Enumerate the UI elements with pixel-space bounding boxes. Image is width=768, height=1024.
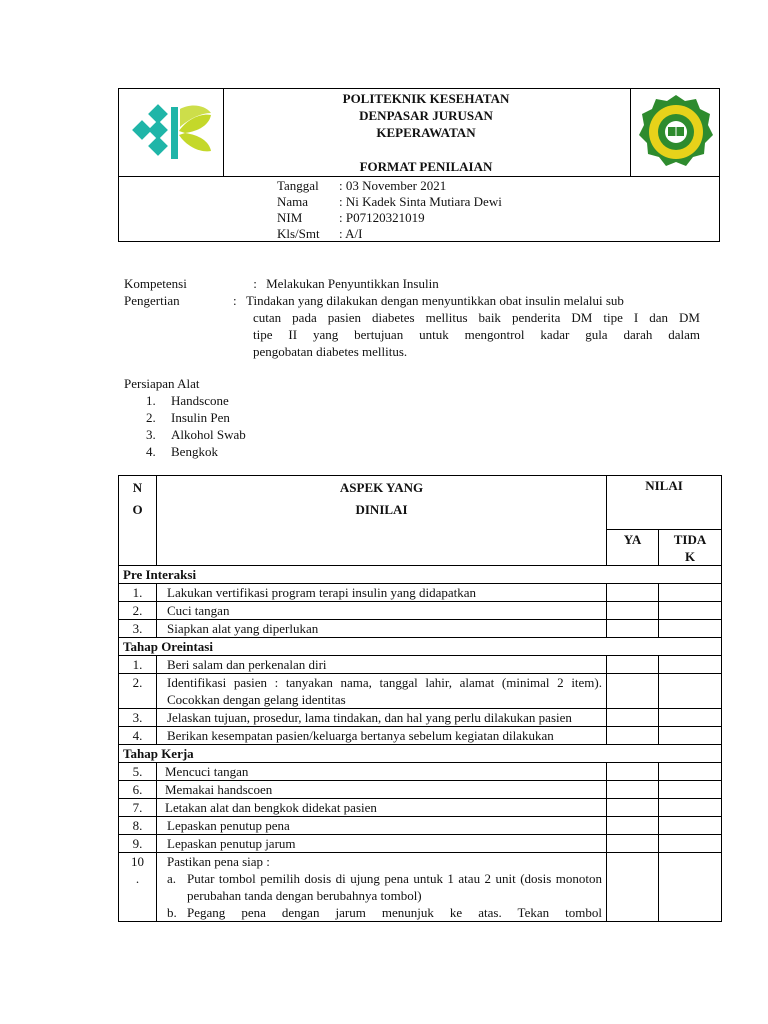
ya-cell[interactable]: [607, 656, 659, 674]
table-row: 1. Lakukan vertifikasi program terapi insulin yang didapatkan: [119, 584, 722, 602]
ya-cell[interactable]: [607, 799, 659, 817]
ya-cell[interactable]: [607, 817, 659, 835]
section-row: [119, 745, 722, 763]
info-row-tanggal: [277, 177, 502, 193]
ya-cell[interactable]: [607, 584, 659, 602]
tidak-cell[interactable]: [659, 602, 722, 620]
kompetensi-label: Kompetensi: [124, 276, 187, 291]
tidak-cell[interactable]: [659, 853, 722, 922]
tidak-cell[interactable]: [659, 656, 722, 674]
list-item: 4. Bengkok: [146, 444, 218, 459]
row10-no: 10 .: [119, 853, 157, 922]
section-pre-interaksi: Pre Interaksi: [119, 566, 722, 584]
tidak-cell[interactable]: [659, 727, 722, 745]
header-aspek: ASPEK YANG DINILAI: [157, 476, 607, 566]
info-value: : P07120321019: [339, 210, 425, 225]
persiapan-title: Persiapan Alat: [124, 376, 200, 391]
info-row-kls: [277, 225, 502, 241]
table-row: 3. Jelaskan tujuan, prosedur, lama tindakan, dan hal yang perlu dilakukan pasien: [119, 709, 722, 727]
section-row: [119, 638, 722, 656]
table-row: 4. Berikan kesempatan pasien/keluarga bertanya sebelum kegiatan dilakukan: [119, 727, 722, 745]
persiapan-list: [146, 392, 246, 460]
pengertian-line-2: cutan pada pasien diabetes mellitus baik penderita DM tipe I dan DM: [253, 310, 700, 325]
table-row: 9. Lepaskan penutup jarum: [119, 835, 722, 853]
info-row-nim: [277, 209, 502, 225]
header-tidak: TIDA K: [659, 530, 722, 566]
table-row: 8. Lepaskan penutup pena: [119, 817, 722, 835]
header-nilai: NILAI: [607, 476, 722, 530]
section-tahap-orientasi: Tahap Oreintasi: [119, 638, 722, 656]
title-line-2: DENPASAR JURUSAN: [359, 108, 493, 123]
list-item: 3. Alkohol Swab: [146, 427, 246, 442]
ya-cell[interactable]: [607, 835, 659, 853]
info-label: NIM: [277, 210, 303, 225]
table-row: 7. Letakan alat dan bengkok didekat pasien: [119, 799, 722, 817]
tidak-cell[interactable]: [659, 835, 722, 853]
assessment-table: [118, 475, 722, 922]
info-label: Nama: [277, 194, 309, 209]
list-item: 2. Insulin Pen: [146, 410, 230, 425]
ya-cell[interactable]: [607, 781, 659, 799]
pengertian-line-4: pengobatan diabetes mellitus.: [253, 344, 408, 359]
table-row: 6. Memakai handscoen: [119, 781, 722, 799]
ya-cell[interactable]: [607, 602, 659, 620]
tidak-cell[interactable]: [659, 763, 722, 781]
ya-cell[interactable]: [607, 763, 659, 781]
header-no: N O: [119, 476, 157, 566]
title-line-1: POLITEKNIK KESEHATAN: [342, 91, 510, 106]
list-item: 1. Handscone: [146, 393, 229, 408]
kompetensi-line: [124, 275, 704, 292]
tidak-cell[interactable]: [659, 799, 722, 817]
tidak-cell[interactable]: [659, 781, 722, 799]
section-tahap-kerja: Tahap Kerja: [119, 745, 722, 763]
section-row: [119, 566, 722, 584]
ya-cell[interactable]: [607, 620, 659, 638]
pengertian-sep: :: [233, 293, 237, 308]
header-ya: YA: [607, 530, 659, 566]
kemenkes-logo-icon: [131, 99, 217, 167]
tidak-cell[interactable]: [659, 620, 722, 638]
tidak-cell[interactable]: [659, 674, 722, 709]
table-header-row: [119, 476, 722, 530]
table-row: 1. Beri salam dan perkenalan diri: [119, 656, 722, 674]
table-row: 2. Cuci tangan: [119, 602, 722, 620]
ya-cell[interactable]: [607, 853, 659, 922]
tidak-cell[interactable]: [659, 817, 722, 835]
ya-cell[interactable]: [607, 709, 659, 727]
info-row-nama: [277, 193, 502, 209]
pengertian-label: Pengertian: [124, 293, 180, 308]
tidak-cell[interactable]: [659, 584, 722, 602]
header-divider-right: [630, 89, 631, 177]
tidak-cell[interactable]: [659, 709, 722, 727]
table-row: 5. Mencuci tangan: [119, 763, 722, 781]
info-label: Tanggal: [277, 178, 319, 193]
info-value: : 03 November 2021: [339, 178, 447, 193]
info-value: : A/I: [339, 226, 363, 241]
table-row: 2. Identifikasi pasien : tanyakan nama, tanggal lahir, alamat (minimal 2 item). Cocokkan dengan gelang identitas: [119, 674, 722, 709]
table-row: [119, 853, 722, 922]
institution-title: [223, 89, 629, 175]
student-info: [277, 177, 502, 241]
header-box: [118, 88, 720, 242]
kompetensi-value: Melakukan Penyuntikkan Insulin: [266, 276, 439, 291]
info-label: Kls/Smt: [277, 226, 320, 241]
pengertian-line-3: tipe II yang bertujuan untuk mengontrol kadar gula darah dalam: [253, 327, 700, 342]
form-title: FORMAT PENILAIAN: [359, 159, 493, 174]
kompetensi-sep: :: [253, 276, 257, 291]
table-row: 3. Siapkan alat yang diperlukan: [119, 620, 722, 638]
pengertian-line-1: Tindakan yang dilakukan dengan menyuntikkan obat insulin melalui sub: [246, 293, 624, 308]
ya-cell[interactable]: [607, 674, 659, 709]
ya-cell[interactable]: [607, 727, 659, 745]
title-line-3: KEPERAWATAN: [376, 125, 476, 140]
info-value: : Ni Kadek Sinta Mutiara Dewi: [339, 194, 502, 209]
row10-text: Pastikan pena siap : a. Putar tombol pemilih dosis di ujung pena untuk 1 atau 2 unit (dosis monoton perubahan tanda dengan berubahnya tombol) b. Pegang pena dengan jarum menunjuk ke atas. Tekan tombol: [157, 853, 607, 922]
poltekkes-seal-icon: [637, 93, 715, 171]
